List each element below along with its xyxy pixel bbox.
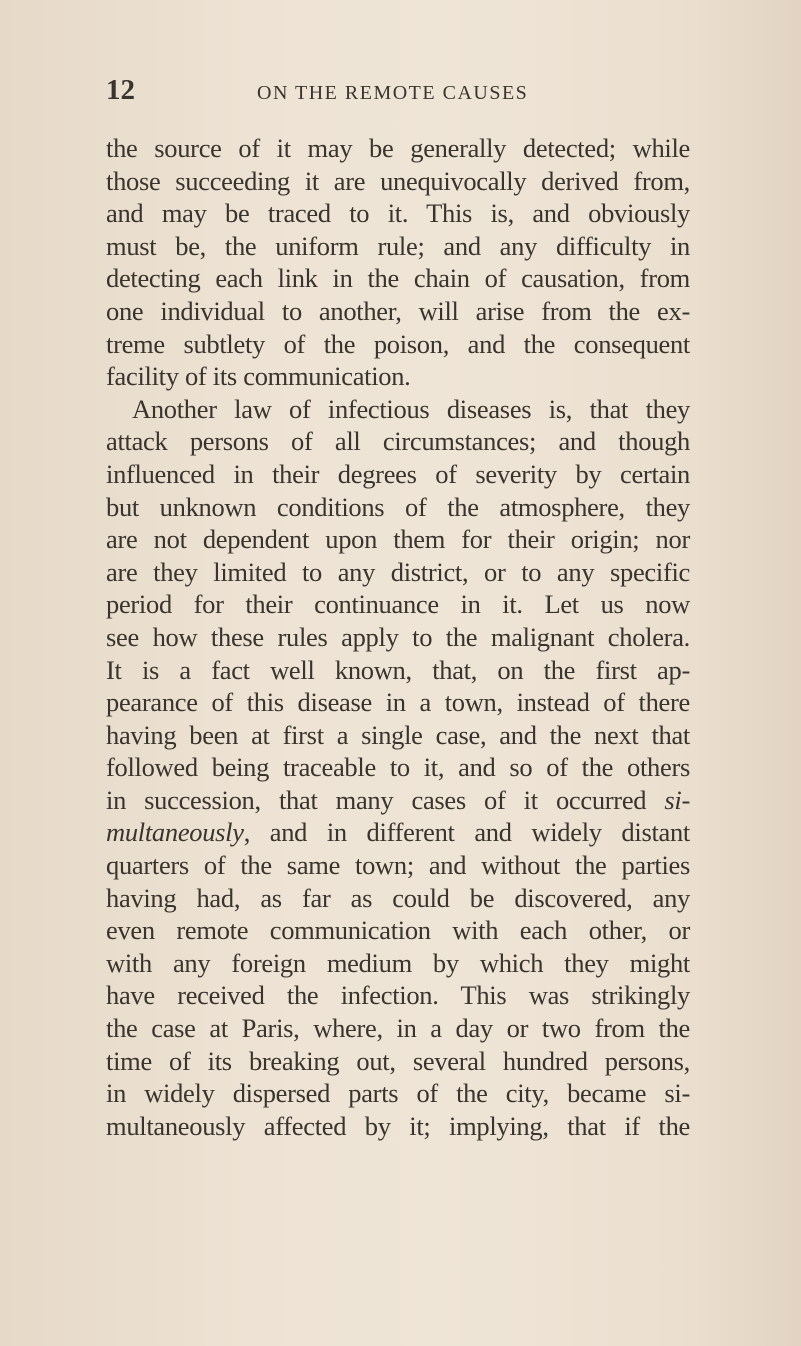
text-line-content: the case at Paris, where, in a day or two from the: [106, 1013, 690, 1044]
text-line: [106, 556, 690, 589]
text-line-content: period for their continuance in it. Let us now: [106, 589, 690, 620]
running-head: ON THE REMOTE CAUSES: [257, 82, 529, 104]
text-line-content: in widely dispersed parts of the city, became si-: [106, 1078, 690, 1109]
text-line: [106, 328, 690, 361]
text-line-content: but unknown conditions of the atmosphere, they: [106, 491, 690, 522]
text-line-content: multaneously affected by it; implying, that if the: [106, 1110, 690, 1141]
text-line: [106, 425, 690, 458]
text-line-content: even remote communication with each other, or: [106, 915, 690, 946]
text-line-content: quarters of the same town; and without the parties: [106, 850, 690, 881]
text-line: [106, 751, 690, 784]
italic-text: multaneously: [106, 817, 244, 848]
text-line: [106, 1077, 690, 1110]
text-line: [106, 1110, 690, 1143]
text-line: [106, 491, 690, 524]
text-line-content: with any foreign medium by which they might: [106, 947, 690, 978]
text-line: [106, 1045, 690, 1078]
text-line: [106, 621, 690, 654]
text-line-content: see how these rules apply to the malignant cholera.: [106, 621, 690, 652]
body-text: [106, 132, 690, 1142]
text-line-content: influenced in their degrees of severity by certain: [106, 458, 690, 489]
text-line-content: are not dependent upon them for their origin; nor: [106, 524, 690, 555]
text-line: [106, 295, 690, 328]
page-number: 12: [106, 74, 135, 106]
text-line: [106, 784, 690, 817]
text-line-content: must be, the uniform rule; and any difficulty in: [106, 230, 690, 261]
text-line: [106, 849, 690, 882]
text-line: [106, 165, 690, 198]
text-line-content: the source of it may be generally detected; while: [106, 133, 690, 163]
text-line-content: facility of its communication.: [106, 361, 411, 392]
text-line: [106, 197, 690, 230]
text-line: [106, 132, 690, 165]
text-line: [106, 882, 690, 915]
text-line-content: It is a fact well known, that, on the first ap-: [106, 654, 690, 685]
text-line: [106, 360, 690, 393]
text-line-content: followed being traceable to it, and so of the others: [106, 752, 690, 783]
text-line: [106, 914, 690, 947]
text-line-content: in succession, that many cases of it occurred: [106, 784, 665, 815]
text-line-content: pearance of this disease in a town, instead of there: [106, 687, 690, 718]
text-line: [106, 1012, 690, 1045]
text-line-content: attack persons of all circumstances; and though: [106, 426, 690, 457]
text-line: [106, 654, 690, 687]
text-line: [106, 588, 690, 621]
text-line-content: have received the infection. This was strikingly: [106, 980, 690, 1011]
text-line-content: time of its breaking out, several hundred persons,: [106, 1045, 690, 1076]
text-line: [106, 719, 690, 752]
text-line: [106, 523, 690, 556]
text-line-content: Another law of infectious diseases is, that they: [132, 393, 690, 424]
text-line-content: detecting each link in the chain of causation, from: [106, 263, 690, 294]
italic-text: si-: [664, 784, 690, 815]
text-line-content: one individual to another, will arise from the ex-: [106, 295, 690, 326]
text-line: [106, 262, 690, 295]
text-line: [106, 947, 690, 980]
text-line-content: having had, as far as could be discovered, any: [106, 882, 690, 913]
text-line: [106, 979, 690, 1012]
page-header: [106, 74, 801, 114]
text-line-content: , and in different and widely distant: [243, 817, 690, 848]
text-line: [106, 393, 690, 426]
text-line: [106, 230, 690, 263]
text-line-content: those succeeding it are unequivocally derived from,: [106, 165, 690, 196]
text-line-content: having been at first a single case, and the next that: [106, 719, 690, 750]
text-line: [106, 686, 690, 719]
text-line-content: are they limited to any district, or to any specific: [106, 556, 690, 587]
text-line-content: and may be traced to it. This is, and obviously: [106, 198, 690, 229]
text-line-content: treme subtlety of the poison, and the consequent: [106, 328, 690, 359]
text-line: [106, 458, 690, 491]
text-line: [106, 816, 690, 849]
